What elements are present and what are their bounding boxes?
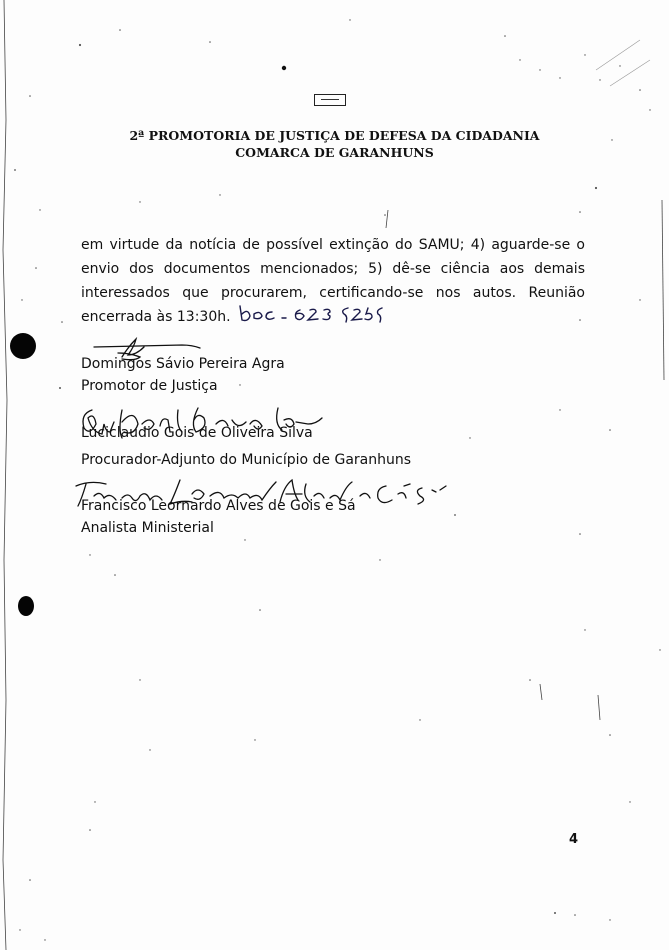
punch-hole-mark	[10, 333, 36, 359]
signatory-name-3: Francisco Leornardo Alves de Gois e Sá	[81, 498, 356, 514]
body-line: encerrada às 13:30h.	[81, 309, 231, 325]
body-line: interessados que procurarem, certificando-se nos autos. Reunião	[81, 285, 585, 301]
stamp-box	[314, 94, 346, 106]
header-office: 2ª PROMOTORIA DE JUSTIÇA DE DEFESA DA CIDADANIA	[129, 128, 540, 143]
punch-hole-mark	[18, 596, 34, 616]
body-line: envio dos documentos mencionados; 5) dê-se ciência aos demais	[81, 261, 585, 277]
handwritten-note	[236, 300, 406, 330]
signatory-name-1: Domingos Sávio Pereira Agra	[81, 356, 285, 372]
signatory-role-2: Procurador-Adjunto do Município de Garanhuns	[81, 452, 412, 468]
body-line: em virtude da notícia de possível extinção do SAMU; 4) aguarde-se o	[81, 237, 585, 253]
signatory-role-1: Promotor de Justiça	[81, 378, 218, 394]
header-district: COMARCA DE GARANHUNS	[235, 145, 434, 160]
page-number: 4	[569, 832, 579, 847]
signatory-name-2: Luciclaudio Gois de Oliveira Silva	[81, 425, 313, 441]
signatory-role-3: Analista Ministerial	[81, 520, 214, 536]
